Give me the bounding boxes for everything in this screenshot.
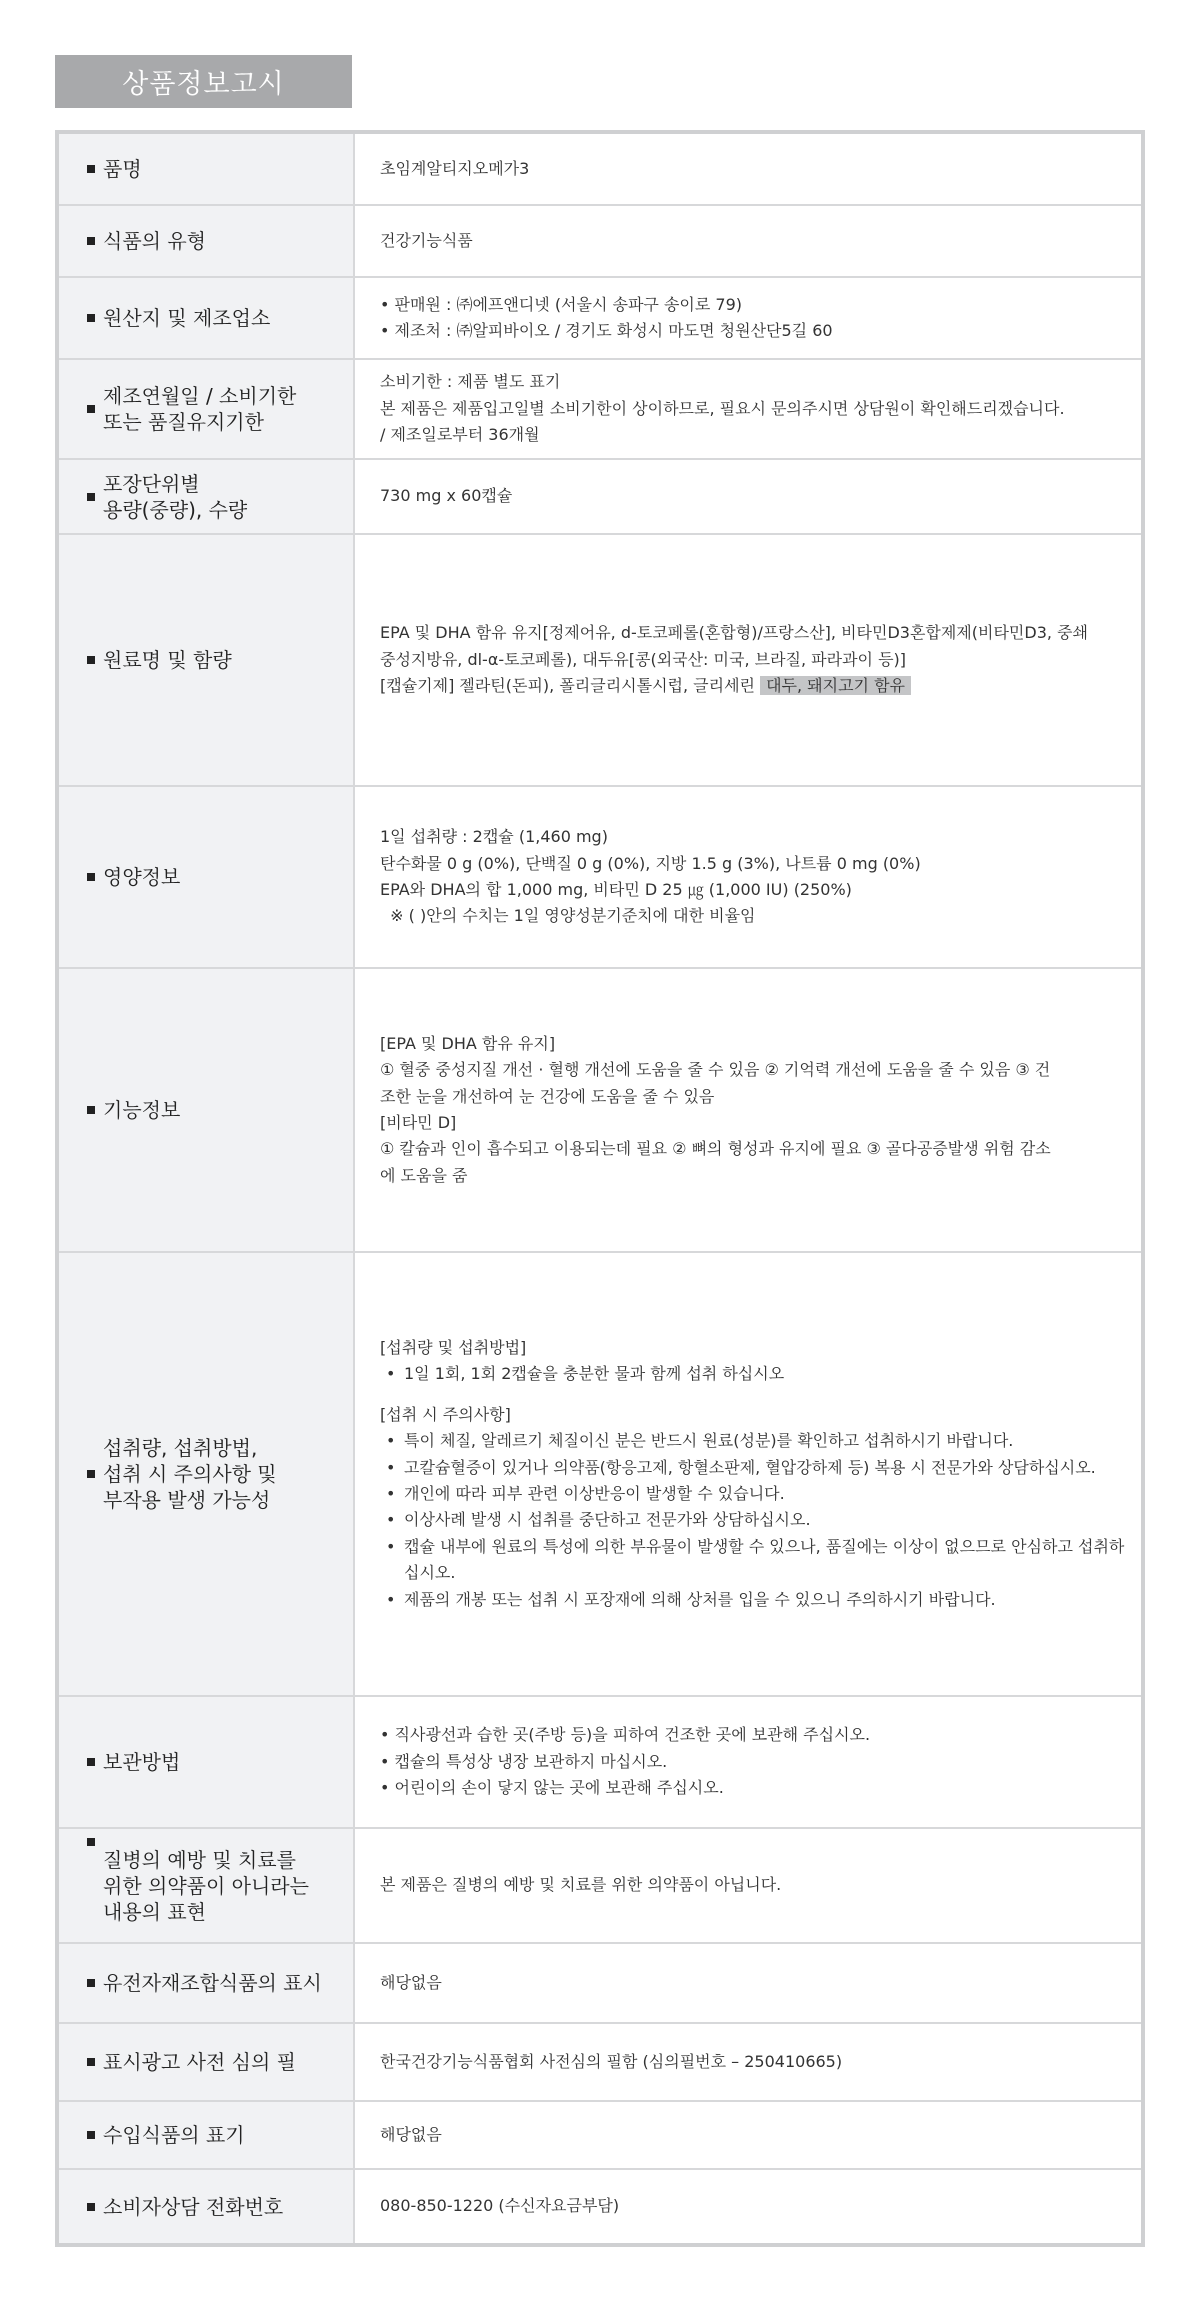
square-bullet-icon — [87, 314, 95, 322]
row-value-cell — [355, 206, 1141, 276]
row-value-cell — [355, 1697, 1141, 1827]
square-bullet-icon — [87, 1758, 95, 1766]
row-value: 본 제품은 질병의 예방 및 치료를 위한 의약품이 아닙니다. — [380, 1875, 782, 1895]
table-row-storage — [59, 1697, 1141, 1829]
row-label: 섭취량, 섭취방법, 섭취 시 주의사항 및 부작용 발생 가능성 — [103, 1436, 277, 1512]
square-bullet-icon — [87, 405, 95, 413]
table-row-intake-precautions — [59, 1253, 1141, 1697]
row-label: 소비자상담 전화번호 — [103, 2194, 284, 2219]
list-item: • 1일 1회, 1회 2캡슐을 충분한 물과 함께 섭취 하십시오 — [380, 1361, 1127, 1387]
value-line: 소비기한 : 제품 별도 표기 — [380, 372, 561, 392]
intake-list — [380, 1361, 1127, 1387]
row-label-cell — [59, 2102, 355, 2168]
row-value: 해당없음 — [380, 1972, 442, 1992]
row-value: 730 mg x 60캡슐 — [380, 486, 513, 506]
value-line: • 직사광선과 습한 곳(주방 등)을 피하여 건조한 곳에 보관해 주십시오. — [380, 1725, 871, 1745]
value-line: 본 제품은 제품입고일별 소비기한이 상이하므로, 필요시 문의주시면 상담원이 확인해드리겠습니다. — [380, 398, 1065, 418]
row-value-cell — [355, 1944, 1141, 2022]
value-line: ※ ( )안의 수치는 1일 영양성분기준치에 대한 비율임 — [380, 906, 756, 926]
row-value: 초임계알티지오메가3 — [380, 158, 530, 178]
table-row-food-type — [59, 206, 1141, 278]
list-item: • 이상사례 발생 시 섭취를 중단하고 전문가와 상담하십시오. — [380, 1507, 1127, 1533]
value-line: EPA 및 DHA 함유 유지[정제어유, d-토코페롤(혼합형)/프랑스산], 비타민D3혼합제제(비타민D3, 중쇄 — [380, 623, 1088, 643]
row-label: 유전자재조합식품의 표시 — [103, 1971, 322, 1995]
manufacturer-line: • 제조처 : ㈜알피바이오 / 경기도 화성시 마도면 청원산단5길 60 — [380, 321, 833, 340]
row-label: 포장단위별 용량(중량), 수량 — [103, 471, 248, 522]
row-label-cell — [59, 1944, 355, 2022]
row-label: 원료명 및 함량 — [103, 648, 232, 672]
seller-line: • 판매원 : ㈜에프앤디넷 (서울시 송파구 송이로 79) — [380, 294, 743, 314]
page-title: 상품정보고시 — [55, 55, 352, 108]
row-label-cell — [59, 1697, 355, 1827]
row-label: 질병의 예방 및 치료를 위한 의약품이 아니라는 내용의 표현 — [103, 1847, 309, 1924]
table-row-ingredients — [59, 535, 1141, 787]
value-line: [EPA 및 DHA 함유 유지] — [380, 1033, 556, 1053]
square-bullet-icon — [87, 2058, 95, 2066]
row-label-cell — [59, 360, 355, 458]
row-label: 영양정보 — [103, 865, 181, 889]
row-label: 표시광고 사전 심의 필 — [103, 2050, 296, 2074]
row-value-cell — [355, 460, 1141, 533]
row-label-cell — [59, 278, 355, 358]
row-label: 기능정보 — [103, 1098, 181, 1122]
row-label: 식품의 유형 — [103, 229, 206, 253]
row-value-cell — [355, 969, 1141, 1251]
row-label: 원산지 및 제조업소 — [103, 306, 271, 330]
row-label-cell — [59, 134, 355, 204]
value-line: 조한 눈을 개선하여 눈 건강에 도움을 줄 수 있음 — [380, 1086, 715, 1106]
square-bullet-icon — [87, 1470, 95, 1478]
row-value: 한국건강기능식품협회 사전심의 필함 (심의필번호 – 250410665) — [380, 2051, 843, 2071]
square-bullet-icon — [87, 237, 95, 245]
square-bullet-icon — [87, 873, 95, 881]
value-line: 에 도움을 줌 — [380, 1165, 468, 1185]
row-label: 보관방법 — [103, 1750, 181, 1774]
section-heading: [섭취 시 주의사항] — [380, 1404, 511, 1424]
value-line: • 캡슐의 특성상 냉장 보관하지 마십시오. — [380, 1751, 668, 1771]
table-row-ad-review — [59, 2024, 1141, 2102]
list-item: • 캡슐 내부에 원료의 특성에 의한 부유물이 발생할 수 있으나, 품질에는 이상이 없으므로 안심하고 섭취하십시오. — [380, 1534, 1127, 1587]
table-row-product-name — [59, 134, 1141, 206]
row-value-cell — [355, 2024, 1141, 2100]
value-line: EPA와 DHA의 합 1,000 mg, 비타민 D 25 ㎍ (1,000 IU) (250%) — [380, 880, 852, 899]
square-bullet-icon — [87, 1979, 95, 1987]
value-line: 1일 섭취량 : 2캡슐 (1,460 mg) — [380, 827, 608, 847]
square-bullet-icon — [87, 165, 95, 173]
row-value-cell — [355, 1253, 1141, 1695]
square-bullet-icon — [87, 493, 95, 501]
value-line: • 어린이의 손이 닿지 않는 곳에 보관해 주십시오. — [380, 1778, 724, 1798]
row-value: 해당없음 — [380, 2124, 442, 2144]
row-label-cell — [59, 969, 355, 1251]
row-label-cell — [59, 2170, 355, 2243]
list-item: • 제품의 개봉 또는 섭취 시 포장재에 의해 상처를 입을 수 있으니 주의하시기 바랍니다. — [380, 1587, 1127, 1613]
list-item: • 특이 체질, 알레르기 체질이신 분은 반드시 원료(성분)를 확인하고 섭취하시기 바랍니다. — [380, 1428, 1127, 1454]
value-line: 중성지방유, dl-α-토코페롤), 대두유[콩(외국산: 미국, 브라질, 파라과이 등)] — [380, 649, 907, 669]
capsule-base-text: [캡슐기제] 젤라틴(돈피), 폴리글리시톨시럽, 글리세린 — [380, 676, 755, 696]
value-line: 탄수화물 0 g (0%), 단백질 0 g (0%), 지방 1.5 g (3%), 나트륨 0 mg (0%) — [380, 853, 921, 873]
table-row-package-quantity — [59, 460, 1141, 535]
value-line: ① 칼슘과 인이 흡수되고 이용되는데 필요 ② 뼈의 형성과 유지에 필요 ③ 골다공증발생 위험 감소 — [380, 1139, 1051, 1159]
value-line — [380, 673, 1127, 699]
row-label-cell — [59, 787, 355, 967]
row-value-cell — [355, 134, 1141, 204]
row-label: 수입식품의 표기 — [103, 2123, 245, 2147]
row-label: 품명 — [103, 157, 142, 181]
precaution-list — [380, 1428, 1127, 1613]
square-bullet-icon — [87, 656, 95, 664]
row-label-cell — [59, 535, 355, 785]
value-line: / 제조일로부터 36개월 — [380, 425, 540, 445]
square-bullet-icon — [87, 1106, 95, 1114]
table-row-import — [59, 2102, 1141, 2170]
table-row-nutrition — [59, 787, 1141, 969]
allergen-highlight: 대두, 돼지고기 함유 — [760, 676, 911, 695]
table-row-origin-manufacturer — [59, 278, 1141, 360]
row-value-cell — [355, 360, 1141, 458]
list-item: • 개인에 따라 피부 관련 이상반응이 발생할 수 있습니다. — [380, 1481, 1127, 1507]
table-row-consumer-phone — [59, 2170, 1141, 2243]
row-label-cell — [59, 460, 355, 533]
list-item: • 고칼슘혈증이 있거나 의약품(항응고제, 항혈소판제, 혈압강하제 등) 복용 시 전문가와 상담하십시오. — [380, 1455, 1127, 1481]
table-row-gmo — [59, 1944, 1141, 2024]
row-value: 080-850-1220 (수신자요금부담) — [380, 2196, 620, 2216]
row-value-cell — [355, 1829, 1141, 1942]
row-label-cell — [59, 2024, 355, 2100]
row-value-cell — [355, 787, 1141, 967]
section-heading: [섭취량 및 섭취방법] — [380, 1338, 527, 1358]
table-row-expiry — [59, 360, 1141, 460]
square-bullet-icon — [87, 2131, 95, 2139]
table-row-not-medicine — [59, 1829, 1141, 1944]
row-value-cell — [355, 2102, 1141, 2168]
product-info-table — [55, 130, 1145, 2247]
table-row-function — [59, 969, 1141, 1253]
row-value-cell — [355, 278, 1141, 358]
row-label: 제조연월일 / 소비기한 또는 품질유지기한 — [103, 384, 297, 434]
row-value: 건강기능식품 — [380, 230, 473, 250]
row-label-cell — [59, 1829, 355, 1942]
value-line: ① 혈중 중성지질 개선 · 혈행 개선에 도움을 줄 수 있음 ② 기억력 개선에 도움을 줄 수 있음 ③ 건 — [380, 1060, 1051, 1080]
square-bullet-icon — [87, 1838, 95, 1846]
square-bullet-icon — [87, 2203, 95, 2211]
row-value-cell — [355, 535, 1141, 785]
value-line: [비타민 D] — [380, 1113, 457, 1132]
row-label-cell — [59, 1253, 355, 1695]
row-value-cell — [355, 2170, 1141, 2243]
row-label-cell — [59, 206, 355, 276]
